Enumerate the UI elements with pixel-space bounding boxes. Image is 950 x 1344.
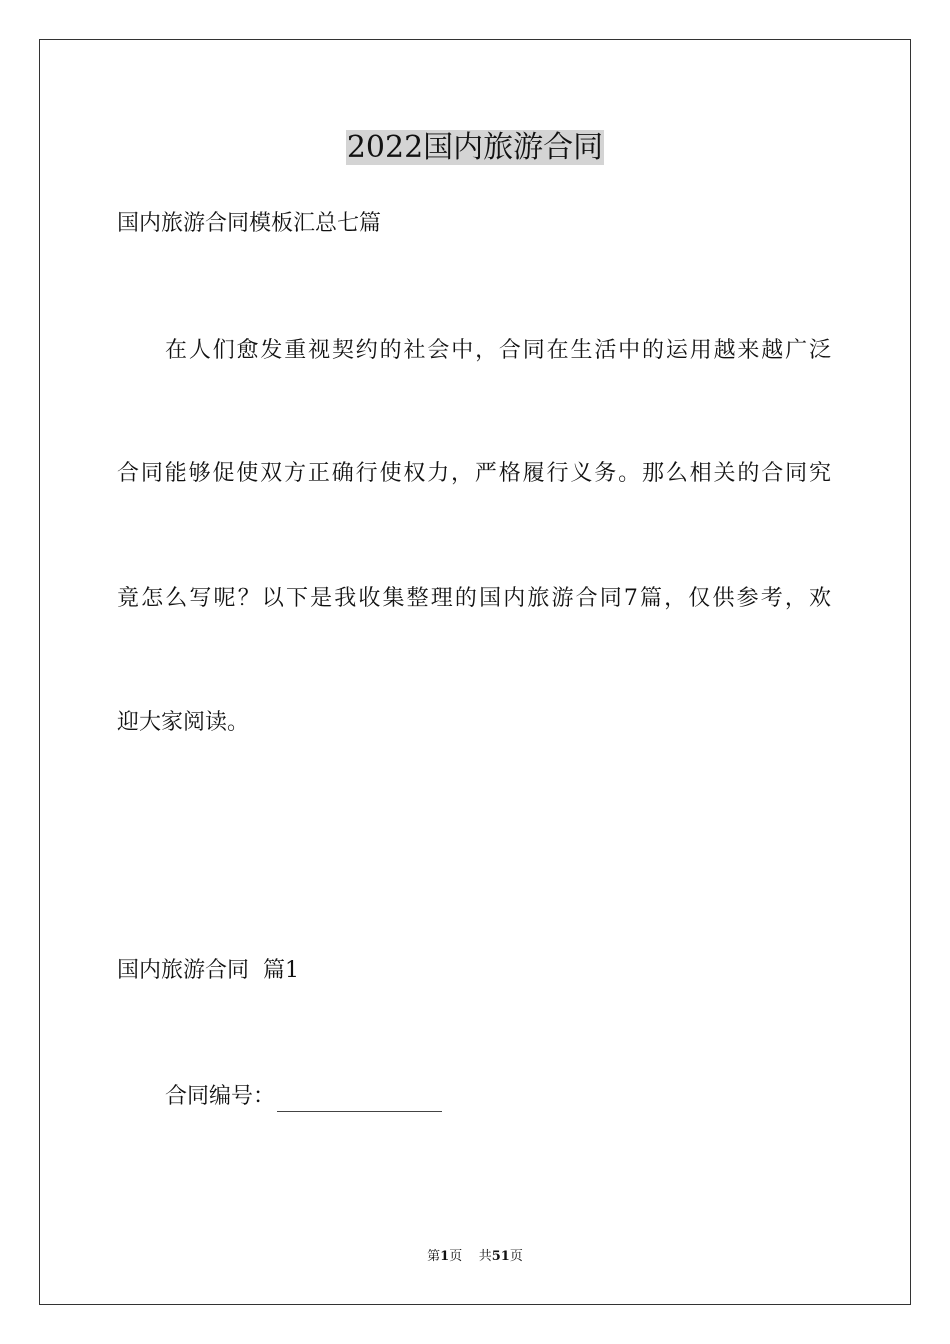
footer-total-prefix: 共	[478, 1249, 492, 1264]
footer-page-prefix: 第	[427, 1249, 441, 1264]
intro-paragraph-line-4: 迎大家阅读。	[117, 710, 250, 735]
intro-paragraph-line-2: 合同能够促使双方正确行使权力，严格履行义务。那么相关的合同究	[117, 461, 831, 486]
document-title	[0, 127, 950, 169]
contract-number-row	[165, 1082, 442, 1112]
contract-number-label: 合同编号：	[165, 1084, 276, 1109]
footer-page-number: 1	[440, 1249, 450, 1264]
intro-paragraph-line-1: 在人们愈发重视契约的社会中，合同在生活中的运用越来越广泛	[165, 338, 831, 363]
footer-total-pages: 51	[491, 1249, 510, 1264]
footer-page-suffix: 页	[449, 1249, 463, 1264]
contract-number-blank	[277, 1089, 442, 1112]
intro-paragraph-line-3: 竟怎么写呢？以下是我收集整理的国内旅游合同7篇，仅供参考，欢	[117, 586, 831, 611]
section-heading: 国内旅游合同 篇1	[117, 958, 299, 983]
footer-total-suffix: 页	[509, 1249, 523, 1264]
page-footer	[0, 1248, 950, 1266]
document-title-text: 2022国内旅游合同	[346, 130, 604, 165]
document-subtitle: 国内旅游合同模板汇总七篇	[117, 211, 382, 236]
